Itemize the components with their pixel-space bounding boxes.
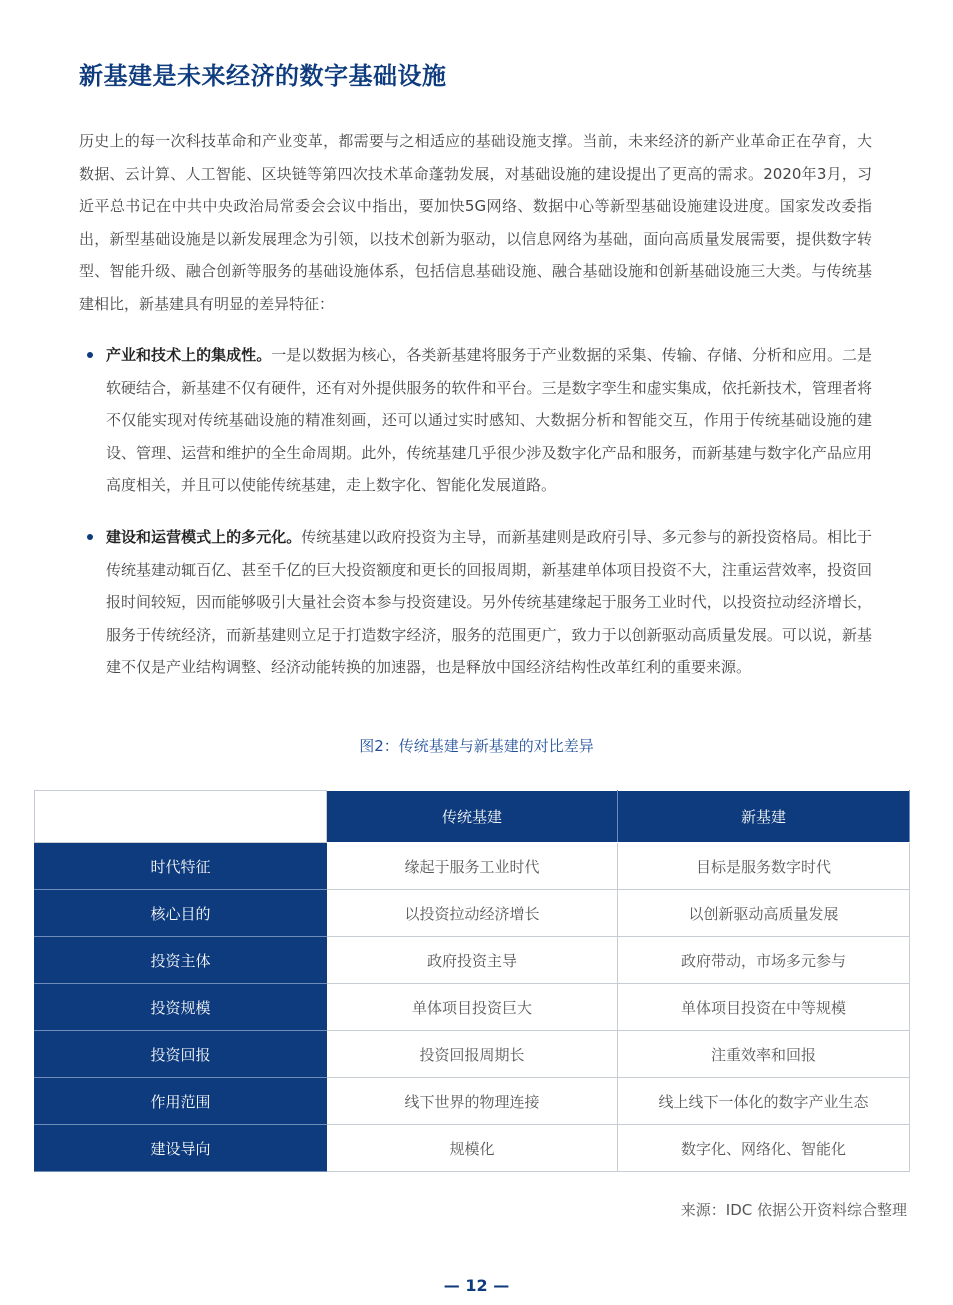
table-header-new: 新基建 <box>618 791 910 843</box>
table-cell: 单体项目投资巨大 <box>327 984 618 1031</box>
table-cell: 政府投资主导 <box>327 937 618 984</box>
bullet-item-diversification <box>79 521 872 684</box>
table-cell: 投资回报周期长 <box>327 1031 618 1078</box>
intro-paragraph: 历史上的每一次科技革命和产业变革，都需要与之相适应的基础设施支撑。当前，未来经济的新产业革命正在孕育，大数据、云计算、人工智能、区块链等第四次技术革命蓬勃发展，对基础设施的建设提出了更高的需求。2020年3月，习近平总书记在中共中央政治局常委会会议中指出，要加快5G网络、数据中心等新型基础设施建设进度。国家发改委指出，新型基础设施是以新发展理念为引领，以技术创新为驱动，以信息网络为基础，面向高质量发展需要，提供数字转型、智能升级、融合创新等服务的基础设施体系，包括信息基础设施、融合基础设施和创新基础设施三大类。与传统基建相比，新基建具有明显的差异特征： <box>79 132 872 313</box>
bullet-item-integration <box>79 339 872 502</box>
table-cell: 以投资拉动经济增长 <box>327 890 618 937</box>
page-title: 新基建是未来经济的数字基础设施 <box>79 62 447 90</box>
table-header-traditional: 传统基建 <box>327 791 618 843</box>
table-cell: 以创新驱动高质量发展 <box>618 890 910 937</box>
table-row <box>35 984 910 1031</box>
row-label: 投资主体 <box>35 937 327 984</box>
table-cell: 政府带动，市场多元参与 <box>618 937 910 984</box>
table-cell: 注重效率和回报 <box>618 1031 910 1078</box>
bullet-list <box>79 339 872 684</box>
table-row <box>35 1078 910 1125</box>
bullet-text: 传统基建以政府投资为主导，而新基建则是政府引导、多元参与的新投资格局。相比于传统基建动辄百亿、甚至千亿的巨大投资额度和更长的回报周期，新基建单体项目投资不大，注重运营效率，投资回报时间较短，因而能够吸引大量社会资本参与投资建设。另外传统基建缘起于服务工业时代，以投资拉动经济增长，服务于传统经济，而新基建则立足于打造数字经济，服务的范围更广，致力于以创新驱动高质量发展。可以说，新基建不仅是产业结构调整、经济动能转换的加速器，也是释放中国经济结构性改革红利的重要来源。 <box>106 527 872 677</box>
table-cell: 数字化、网络化、智能化 <box>618 1125 910 1172</box>
row-label: 时代特征 <box>35 843 327 890</box>
table-header-row <box>35 791 910 843</box>
table-cell: 规模化 <box>327 1125 618 1172</box>
table-row <box>35 937 910 984</box>
bullet-heading: 建设和运营模式上的多元化。 <box>106 527 302 546</box>
table-cell: 目标是服务数字时代 <box>618 843 910 890</box>
bullet-text: 一是以数据为核心，各类新基建将服务于产业数据的采集、传输、存储、分析和应用。二是软硬结合，新基建不仅有硬件，还有对外提供服务的软件和平台。三是数字孪生和虚实集成，依托新技术，管理者将不仅能实现对传统基础设施的精准刻画，还可以通过实时感知、大数据分析和智能交互，作用于传统基础设施的建设、管理、运营和维护的全生命周期。此外，传统基建几乎很少涉及数字化产品和服务，而新基建与数字化产品应用高度相关，并且可以使能传统基建，走上数字化、智能化发展道路。 <box>106 346 872 495</box>
bullet-heading: 产业和技术上的集成性。 <box>106 346 272 364</box>
table-cell: 缘起于服务工业时代 <box>327 843 618 890</box>
row-label: 投资规模 <box>35 984 327 1031</box>
bullet-dot-icon <box>87 534 93 540</box>
page-number: — 12 — <box>443 1276 510 1295</box>
comparison-table <box>34 790 910 1172</box>
table-cell: 单体项目投资在中等规模 <box>618 984 910 1031</box>
row-label: 核心目的 <box>35 890 327 937</box>
row-label: 作用范围 <box>35 1078 327 1125</box>
table-cell: 线下世界的物理连接 <box>327 1078 618 1125</box>
table-cell: 线上线下一体化的数字产业生态 <box>618 1078 910 1125</box>
table-row <box>35 890 910 937</box>
source-note: 来源：IDC 依据公开资料综合整理 <box>680 1201 907 1219</box>
table-row <box>35 843 910 890</box>
figure-caption: 图2：传统基建与新基建的对比差异 <box>359 737 594 755</box>
table-row <box>35 1031 910 1078</box>
row-label: 投资回报 <box>35 1031 327 1078</box>
row-label: 建设导向 <box>35 1125 327 1172</box>
table-row <box>35 1125 910 1172</box>
bullet-dot-icon <box>87 352 93 358</box>
table-header-blank <box>35 791 327 843</box>
